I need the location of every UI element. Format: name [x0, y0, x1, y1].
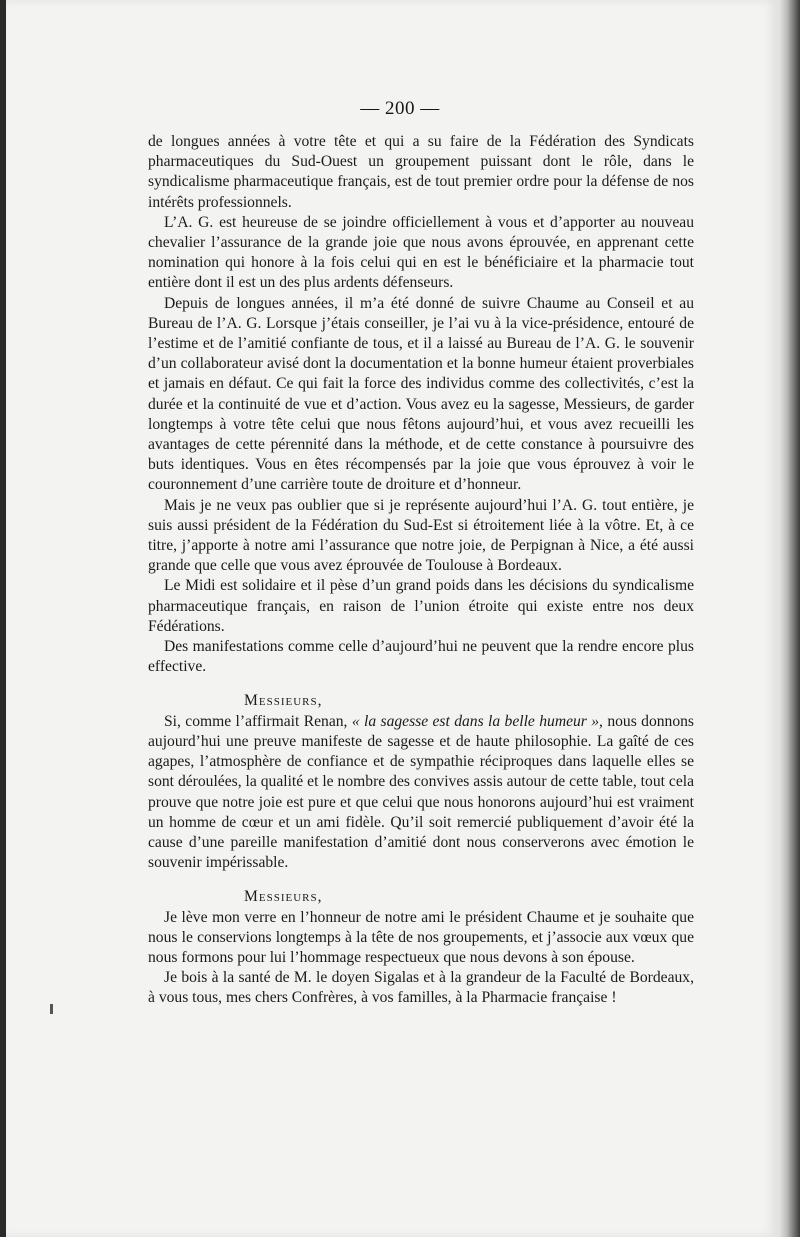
paragraph-2: L’A. G. est heureuse de se joindre officiellement à vous et d’apporter au nouveau chevalier l’assurance de la grande joie que nous avons éprouvée, en apprenant cette nomination qui honore à la fois celui qui en est le bénéficiaire et la pharmacie tout entière dont il est un des plus ardents défenseurs.	[148, 213, 694, 292]
margin-mark	[50, 1004, 53, 1014]
paragraph-5: Le Midi est solidaire et il pèse d’un grand poids dans les décisions du syndicalisme pharmaceutique français, en raison de l’union étroite qui existe entre nos deux Fédérations.	[148, 577, 694, 635]
page-spine-shadow	[778, 0, 800, 1237]
salutation-2: Messieurs,	[244, 888, 323, 906]
paragraph-3: Depuis de longues années, il m’a été donné de suivre Chaume au Conseil et au Bureau de l’A. G. Lorsque j’étais conseiller, je l’ai vu à la vice-présidence, entouré de l’estime et de l’amitié confiante de tous, et il a laissé au Bureau de l’A. G. le souvenir d’un collaborateur avisé dont la documentation et la bonne humeur étaient proverbiales et jamais en défaut. Ce qui fait la force des individus comme des collectivités, c’est la durée et la continuité de vue et d’action. Vous avez eu la sagesse, Messieurs, de garder longtemps à votre tête celui que nous fêtons aujourd’hui, et vous avez recueilli les avantages de cette pérennité dans la méthode, et de cette constance à poursuivre des buts identiques. Vous en êtes récompensés par la joie que vous éprouvez à voir le couronnement d’une carrière toute de droiture et d’honneur.	[148, 294, 694, 494]
salutation-1: Messieurs,	[244, 692, 323, 710]
renan-quote: « la sagesse est dans la belle humeur »	[351, 712, 600, 730]
renan-rest: , nous donnons aujourd’hui une preuve manifeste de sagesse et de haute philosophie. La gaîté de ces agapes, l’atmosphère de confiance et de sympathie réciproques dans laquelle elles se sont déroulées, la qualité et le nombre des convives assis autour de cette table, tout cela prouve que notre joie est pure et que celui que nous honorons aujourd’hui est vraiment un homme de cœur et un ami fidèle. Qu’il soit remercié publiquement d’avoir été la cause d’une pareille manifestation d’amitié dont nous conserverons avec émotion le souvenir impérissable.	[148, 712, 694, 872]
page-number: — 200 —	[360, 98, 440, 119]
paragraph-1: de longues années à votre tête et qui a su faire de la Fédération des Syndicats pharmaceutiques du Sud-Ouest un groupement puissant dont le rôle, dans le syndicalisme pharmaceutique français, est de tout premier ordre pour la défense de nos intérêts professionnels.	[148, 133, 694, 211]
paragraph-6: Des manifestations comme celle d’aujourd’hui ne peuvent que la rendre encore plus effective.	[148, 638, 694, 676]
paragraph-4: Mais je ne veux pas oublier que si je représente aujourd’hui l’A. G. tout entière, je suis aussi président de la Fédération du Sud-Est si étroitement liée à la vôtre. Et, à ce titre, j’apporte à notre ami l’assurance que notre joie, de Perpignan à Nice, a été aussi grande que celle que vous avez éprouvée de Toulouse à Bordeaux.	[148, 496, 694, 575]
renan-lead: Si, comme l’affirmait Renan,	[164, 712, 352, 730]
body-text	[148, 132, 694, 1009]
paragraph-toast-2: Je bois à la santé de M. le doyen Sigalas et à la grandeur de la Faculté de Bordeaux, à vous tous, mes chers Confrères, à vos familles, à la Pharmacie française !	[148, 969, 694, 1007]
paragraph-renan	[148, 712, 694, 874]
paragraph-toast-1: Je lève mon verre en l’honneur de notre ami le président Chaume et je souhaite que nous le conservions longtemps à la tête de nos groupements, et j’associe aux vœux que nous formons pour lui l’hommage respectueux que nous devons à son épouse.	[148, 908, 694, 966]
